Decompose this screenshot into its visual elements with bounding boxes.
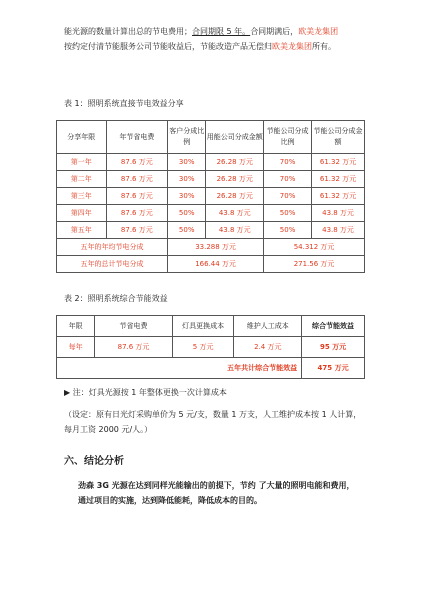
value-cell: 30% <box>168 171 206 188</box>
table-row <box>57 205 365 222</box>
value-cell: 61.32 万元 <box>312 154 365 171</box>
value-cell: 43.8 万元 <box>206 222 264 239</box>
value-cell: 50% <box>264 205 312 222</box>
table-row <box>57 171 365 188</box>
value-cell: 26.28 万元 <box>206 171 264 188</box>
value-cell: 61.32 万元 <box>312 171 365 188</box>
average-label: 五年的年均节电分成 <box>57 239 168 256</box>
table-row <box>57 188 365 205</box>
intro-paragraph <box>64 24 364 54</box>
header-cell: 年节省电费 <box>106 121 167 154</box>
value-cell: 50% <box>168 205 206 222</box>
table-row <box>57 154 365 171</box>
header-cell: 综合节能效益 <box>302 316 365 337</box>
table-header-row <box>57 121 365 154</box>
contract-term: 合同期限 5 年。 <box>192 27 251 36</box>
total-esco-value: 271.56 万元 <box>264 256 365 273</box>
note-line: ▶ 注：灯具光源按 1 年整体更换一次计算成本 <box>64 388 227 397</box>
header-cell: 节能公司分成比例 <box>264 121 312 154</box>
header-cell: 分享年限 <box>57 121 107 154</box>
header-cell: 用能公司分成金额 <box>206 121 264 154</box>
year-cell: 第二年 <box>57 171 107 188</box>
value-cell: 70% <box>264 171 312 188</box>
value-cell: 87.6 万元 <box>106 188 167 205</box>
conclusion-paragraph: 劲森 3G 光源在达到同样光能输出的前提下，节约 了大量的照明电能和费用，通过项目的实施，达到降低能耗，降低成本的目的。 <box>78 481 355 505</box>
average-row <box>57 239 365 256</box>
value-cell: 61.32 万元 <box>312 188 365 205</box>
value-cell: 30% <box>168 188 206 205</box>
value-cell: 43.8 万元 <box>206 205 264 222</box>
header-cell: 客户分成比例 <box>168 121 206 154</box>
year-cell: 第三年 <box>57 188 107 205</box>
value-cell: 95 万元 <box>302 337 365 358</box>
year-cell: 第一年 <box>57 154 107 171</box>
intro-text: 能光源的数量计算出总的节电费用； <box>64 27 192 36</box>
total-row <box>57 256 365 273</box>
benefit-share-table <box>56 120 365 273</box>
company-name: 欧美龙集团 <box>272 42 312 51</box>
value-cell: 30% <box>168 154 206 171</box>
header-cell: 年限 <box>57 316 95 337</box>
total-label: 五年的总计节电分成 <box>57 256 168 273</box>
total-label: 五年共计综合节能效益 <box>57 358 302 379</box>
comprehensive-benefit-table <box>56 315 365 379</box>
intro-text: 按约定付清节能服务公司节能收益后，节能改造产品无偿归 <box>64 42 272 51</box>
section-heading: 六、结论分析 <box>64 456 124 467</box>
value-cell: 87.6 万元 <box>95 337 173 358</box>
value-cell: 70% <box>264 188 312 205</box>
table2-caption: 表 2：照明系统综合节能效益 <box>64 294 168 303</box>
value-cell: 50% <box>264 222 312 239</box>
header-cell: 节能公司分成金额 <box>312 121 365 154</box>
value-cell: 70% <box>264 154 312 171</box>
table1-caption: 表 1：照明系统直接节电效益分享 <box>64 99 184 108</box>
table-row <box>57 337 365 358</box>
total-client-value: 166.44 万元 <box>168 256 264 273</box>
year-cell: 第五年 <box>57 222 107 239</box>
value-cell: 43.8 万元 <box>312 222 365 239</box>
year-cell: 每年 <box>57 337 95 358</box>
total-row <box>57 358 365 379</box>
table-header-row <box>57 316 365 337</box>
header-cell: 维护人工成本 <box>234 316 302 337</box>
year-cell: 第四年 <box>57 205 107 222</box>
value-cell: 26.28 万元 <box>206 154 264 171</box>
intro-text: 所有。 <box>312 42 336 51</box>
value-cell: 50% <box>168 222 206 239</box>
header-cell: 节省电费 <box>95 316 173 337</box>
value-cell: 87.6 万元 <box>106 171 167 188</box>
table-row <box>57 222 365 239</box>
value-cell: 5 万元 <box>172 337 234 358</box>
value-cell: 2.4 万元 <box>234 337 302 358</box>
value-cell: 87.6 万元 <box>106 222 167 239</box>
total-value: 475 万元 <box>302 358 365 379</box>
value-cell: 87.6 万元 <box>106 154 167 171</box>
intro-text: 合同期满后， <box>250 27 299 36</box>
value-cell: 43.8 万元 <box>312 205 365 222</box>
average-esco-value: 54.312 万元 <box>264 239 365 256</box>
value-cell: 87.6 万元 <box>106 205 167 222</box>
company-name: 欧美龙集团 <box>298 27 339 36</box>
average-client-value: 33.288 万元 <box>168 239 264 256</box>
value-cell: 26.28 万元 <box>206 188 264 205</box>
header-cell: 灯具更换成本 <box>172 316 234 337</box>
assumption-note: （设定：原有日光灯采购单价为 5 元/支，数量 1 万支，人工维护成本按 1 人计算，每月工资 2000 元/人。） <box>64 410 362 434</box>
